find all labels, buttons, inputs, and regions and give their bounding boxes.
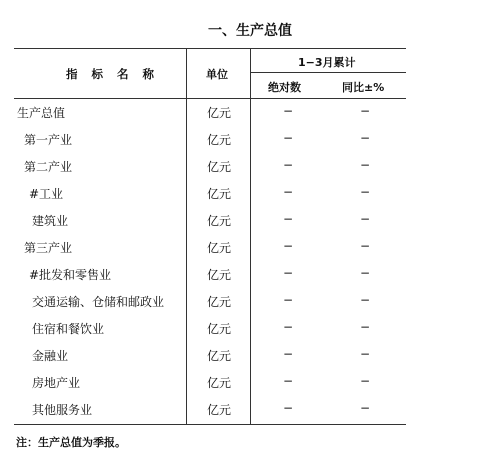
page-title: 一、生产总值 [208, 23, 292, 39]
row-unit: 亿元 [207, 295, 232, 309]
row-absolute: − [282, 239, 294, 253]
row-unit: 亿元 [207, 106, 232, 120]
table-top-rule [14, 48, 406, 49]
header-unit: 单位 [206, 68, 228, 81]
row-name: 其他服务业 [32, 403, 93, 417]
row-absolute: − [282, 347, 294, 361]
row-yoy: − [359, 266, 371, 280]
row-yoy: − [359, 401, 371, 415]
row-absolute: − [282, 104, 294, 118]
row-unit: 亿元 [207, 322, 232, 336]
row-unit: 亿元 [207, 214, 232, 228]
row-absolute: − [282, 266, 294, 280]
header-indicator: 指 标 名 称 [66, 67, 160, 81]
header-absolute: 绝对数 [268, 81, 301, 94]
row-unit: 亿元 [207, 187, 232, 201]
unit-column-divider [186, 48, 187, 424]
row-absolute: − [282, 374, 294, 388]
table-bottom-rule [14, 424, 406, 425]
row-name: 第一产业 [24, 133, 73, 147]
row-unit: 亿元 [207, 268, 232, 282]
row-unit: 亿元 [207, 160, 232, 174]
row-absolute: − [282, 158, 294, 172]
footnote: 注：生产总值为季报。 [16, 436, 126, 449]
row-name: 房地产业 [32, 376, 81, 390]
row-yoy: − [359, 239, 371, 253]
row-yoy: − [359, 131, 371, 145]
row-name: 交通运输、仓储和邮政业 [32, 295, 165, 309]
row-absolute: − [282, 401, 294, 415]
period-column-divider [250, 48, 251, 424]
row-unit: 亿元 [207, 241, 232, 255]
row-yoy: − [359, 347, 371, 361]
row-yoy: − [359, 104, 371, 118]
row-unit: 亿元 [207, 403, 232, 417]
row-yoy: − [359, 293, 371, 307]
row-yoy: − [359, 185, 371, 199]
row-unit: 亿元 [207, 349, 232, 363]
row-yoy: − [359, 212, 371, 226]
row-name: 住宿和餐饮业 [32, 322, 105, 336]
row-yoy: − [359, 374, 371, 388]
row-unit: 亿元 [207, 376, 232, 390]
row-name: 金融业 [32, 349, 69, 363]
row-name: 第二产业 [24, 160, 73, 174]
header-yoy: 同比±% [342, 81, 385, 94]
row-yoy: − [359, 320, 371, 334]
row-absolute: − [282, 131, 294, 145]
row-name: 第三产业 [24, 241, 73, 255]
header-mid-rule [250, 72, 406, 73]
row-absolute: − [282, 320, 294, 334]
header-bottom-rule [14, 98, 406, 99]
row-unit: 亿元 [207, 133, 232, 147]
header-period: 1−3月累计 [298, 56, 356, 69]
row-yoy: − [359, 158, 371, 172]
row-absolute: − [282, 185, 294, 199]
row-absolute: − [282, 212, 294, 226]
row-name: #工业 [29, 187, 64, 201]
row-name: 生产总值 [17, 106, 66, 120]
row-name: #批发和零售业 [29, 268, 112, 282]
row-name: 建筑业 [32, 214, 69, 228]
row-absolute: − [282, 293, 294, 307]
